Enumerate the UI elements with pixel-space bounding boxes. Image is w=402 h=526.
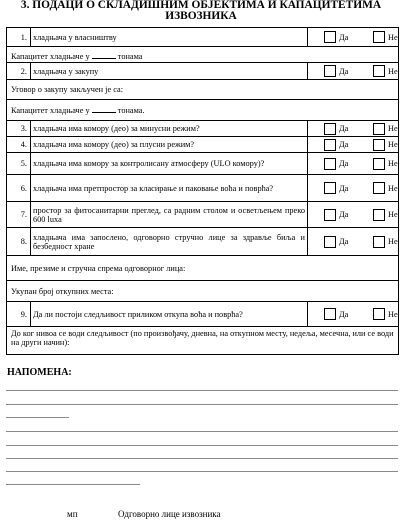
note-line[interactable] — [6, 471, 398, 472]
yes-checkbox[interactable] — [324, 65, 336, 77]
yes-label: Да — [339, 66, 349, 76]
yes-checkbox[interactable] — [324, 209, 336, 221]
question-text: хладњача у власништву — [31, 28, 308, 47]
capacity-owned-suffix: тонама — [117, 52, 143, 61]
yes-label: Да — [339, 140, 349, 149]
question-text: хладњача има претпростор за класирање и паковање воћа и поврћа? — [31, 175, 308, 202]
question-text: хладњача има комору (део) за плусни режим? — [31, 137, 308, 153]
question-text: хладњача има комору за контролисану атмосферу (ULO комору)? — [31, 153, 308, 175]
no-checkbox[interactable] — [373, 31, 385, 43]
yes-checkbox[interactable] — [324, 139, 336, 151]
responsible-person-signature-label: Одговорно лице извозника — [118, 509, 221, 519]
no-checkbox[interactable] — [373, 65, 385, 77]
no-checkbox[interactable] — [373, 236, 385, 248]
answer-cell — [308, 228, 399, 256]
note-line[interactable] — [6, 458, 398, 459]
no-checkbox[interactable] — [373, 139, 385, 151]
yes-label: Да — [339, 237, 349, 246]
question-text: Да ли постоји следљивост приликом откупа воћа и поврћа? — [31, 302, 308, 327]
yes-checkbox[interactable] — [324, 182, 336, 194]
answer-cell — [308, 175, 399, 202]
capacity-leased-field[interactable] — [7, 100, 399, 121]
total-points-field[interactable]: Укупан број откупних места: — [7, 281, 399, 302]
note-line[interactable] — [6, 484, 140, 485]
capacity-owned-field[interactable] — [7, 47, 399, 63]
yes-label: Да — [339, 309, 349, 319]
note-line[interactable] — [6, 404, 398, 405]
capacity-leased-blank[interactable] — [92, 106, 116, 113]
note-line[interactable] — [6, 390, 398, 391]
yes-checkbox[interactable] — [324, 31, 336, 43]
answer-cell — [308, 202, 399, 228]
traceability-field[interactable]: До ког нивоа се води следљивост (по произвођачу, дневна, на откупном месту, недеља, месечна, или се води на други начин): — [7, 327, 399, 355]
responsible-person-row — [7, 256, 399, 281]
note-heading: НАПОМЕНА: — [7, 367, 72, 378]
question-row-8 — [7, 228, 399, 256]
question-row-5 — [7, 153, 399, 175]
capacity-leased-row — [7, 100, 399, 121]
capacity-owned-prefix: Капацитет хладњаче у — [11, 52, 90, 61]
responsible-person-field[interactable]: Име, презиме и стручна спрема одговорног лица: — [7, 256, 399, 281]
yes-label: Да — [339, 124, 349, 133]
note-line[interactable] — [6, 417, 69, 418]
no-label: Не — [388, 66, 398, 76]
capacity-leased-suffix: тонама. — [117, 105, 145, 115]
no-checkbox[interactable] — [373, 308, 385, 320]
capacity-owned-row — [7, 47, 399, 63]
no-label: Не — [388, 237, 398, 246]
question-number: 2. — [7, 63, 31, 80]
question-number: 1. — [7, 28, 31, 47]
form-title — [0, 0, 402, 22]
question-number: 4. — [7, 137, 31, 153]
yes-label: Да — [339, 32, 349, 42]
no-checkbox[interactable] — [373, 123, 385, 135]
yes-checkbox[interactable] — [324, 308, 336, 320]
yes-checkbox[interactable] — [324, 158, 336, 170]
question-row-3 — [7, 121, 399, 137]
traceability-row — [7, 327, 399, 355]
form-title-line2: ИЗВОЗНИКА — [165, 10, 237, 22]
question-row-7 — [7, 202, 399, 228]
capacity-owned-blank[interactable] — [92, 52, 116, 59]
answer-cell — [308, 302, 399, 327]
question-row-1 — [7, 28, 399, 47]
no-label: Не — [388, 210, 398, 219]
capacity-leased-prefix: Капацитет хладњаче у — [11, 105, 90, 115]
note-line[interactable] — [6, 431, 398, 432]
no-label: Не — [388, 140, 398, 149]
lease-contract-field[interactable]: Уговор о закупу закључен је са: — [7, 80, 399, 100]
answer-cell — [308, 153, 399, 175]
question-text: простор за фитосанитарни преглед, са радним столом и осветљењем преко 600 luxa — [31, 202, 308, 228]
question-row-4 — [7, 137, 399, 153]
yes-label: Да — [339, 183, 349, 193]
no-label: Не — [388, 159, 398, 168]
no-label: Не — [388, 183, 398, 193]
answer-cell — [308, 63, 399, 80]
storage-facilities-table — [6, 27, 399, 355]
no-label: Не — [388, 32, 398, 42]
question-number: 3. — [7, 121, 31, 137]
yes-label: Да — [339, 159, 349, 168]
no-label: Не — [388, 309, 398, 319]
yes-checkbox[interactable] — [324, 236, 336, 248]
no-checkbox[interactable] — [373, 182, 385, 194]
stamp-placeholder: мп — [67, 509, 78, 519]
yes-checkbox[interactable] — [324, 123, 336, 135]
no-checkbox[interactable] — [373, 158, 385, 170]
question-row-9 — [7, 302, 399, 327]
note-line[interactable] — [6, 445, 398, 446]
question-row-2 — [7, 63, 399, 80]
question-row-6 — [7, 175, 399, 202]
question-number: 8. — [7, 228, 31, 256]
total-points-row — [7, 281, 399, 302]
question-number: 9. — [7, 302, 31, 327]
question-number: 6. — [7, 175, 31, 202]
answer-cell — [308, 121, 399, 137]
question-text: хладњача има комору (део) за минусни режим? — [31, 121, 308, 137]
question-number: 5. — [7, 153, 31, 175]
form-title-line1: 3. ПОДАЦИ О СКЛАДИШНИМ ОБЈЕКТИМА И КАПАЦИТЕТИМА — [20, 0, 382, 11]
yes-label: Да — [339, 210, 349, 219]
answer-cell — [308, 28, 399, 47]
no-checkbox[interactable] — [373, 209, 385, 221]
no-label: Не — [388, 124, 398, 133]
question-text: хладњача има запослено, одговорно стручно лице за здравље биља и безбедност хране — [31, 228, 308, 256]
question-number: 7. — [7, 202, 31, 228]
lease-contract-row — [7, 80, 399, 100]
answer-cell — [308, 137, 399, 153]
question-text: хладњача у закупу — [31, 63, 308, 80]
